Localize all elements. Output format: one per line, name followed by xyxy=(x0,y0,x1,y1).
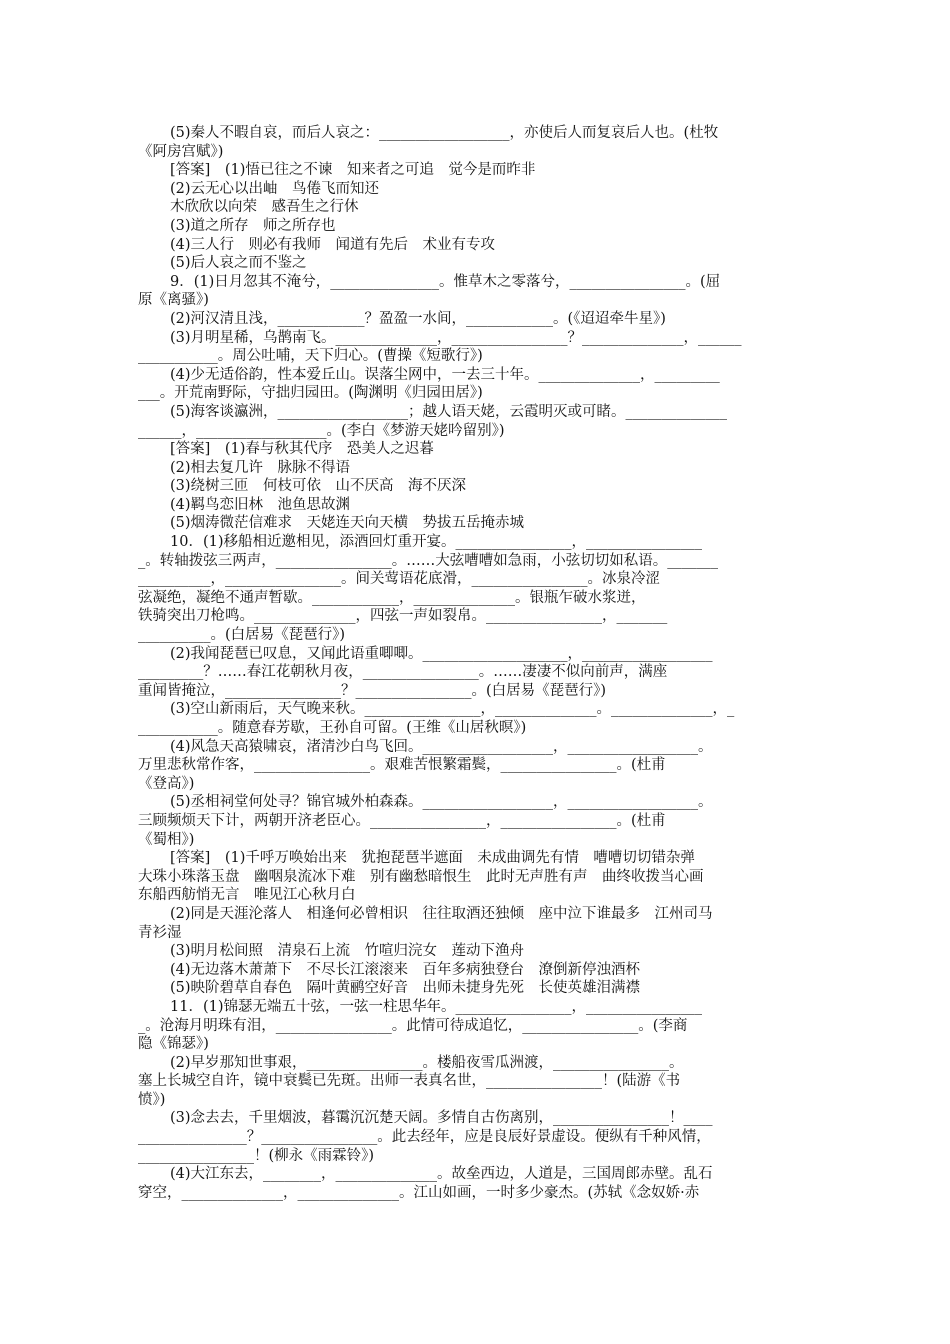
text-line: 青衫湿 xyxy=(138,924,182,941)
text-line: [答案] (1)千呼万唤始出来 犹抱琵琶半遮面 未成曲调先有情 嘈嘈切切错杂弹 xyxy=(170,850,695,867)
text-line: (3)月明星稀，乌鹊南飞。______________，________________？______________，______ xyxy=(170,329,742,346)
text-line: __________。(白居易《琵琶行》) xyxy=(138,627,346,644)
text-line: (3)道之所存 师之所存也 xyxy=(170,217,336,234)
text-line: 塞上长城空自许，镜中衰鬓已先斑。出师一表真名世，________________！(陆游《书 xyxy=(138,1073,681,1090)
text-line: (4)无边落木萧萧下 不尽长江滚滚来 百年多病独登台 潦倒新停浊酒杯 xyxy=(170,961,641,978)
text-line: (5)丞相祠堂何处寻？锦官城外柏森森。__________________，__________________。 xyxy=(170,794,713,811)
document-page xyxy=(138,124,814,1202)
text-line: _。转轴拨弦三两声，________________。……大弦嘈嘈如急雨，小弦切切如私语。_______ xyxy=(138,552,718,569)
text-line: 愤》) xyxy=(138,1091,166,1108)
text-line: (3)明月松间照 清泉石上流 竹喧归浣女 莲动下渔舟 xyxy=(170,943,525,960)
text-line: 9．(1)日月忽其不淹兮，_______________。惟草木之零落兮，________________。(屈 xyxy=(170,273,721,290)
text-line: 11．(1)锦瑟无端五十弦，一弦一柱思华年。________________，________________ xyxy=(170,998,702,1015)
text-line: (2)河汉清且浅，____________？盈盈一水间，____________。(《迢迢牵牛星》) xyxy=(170,310,666,327)
text-line: 原《离骚》) xyxy=(138,292,209,309)
text-line: ________________！(柳永《雨霖铃》) xyxy=(138,1147,375,1164)
text-line: 东船西舫悄无言 唯见江心秋月白 xyxy=(138,887,356,904)
text-line: __________，________________。间关莺语花底滑，________________。冰泉冷涩 xyxy=(138,571,660,588)
text-line: 三顾频烦天下计，两朝开济老臣心。________________，________________。(杜甫 xyxy=(138,812,666,829)
text-line: 重闻皆掩泣，________________？________________。(白居易《琵琶行》) xyxy=(138,682,607,699)
text-line: ___________。随意春芳歇，王孙自可留。(王维《山居秋暝》) xyxy=(138,720,527,736)
text-line: ______，__________________。(李白《梦游天姥吟留别》) xyxy=(138,422,505,439)
text-line: _。沧海月明珠有泪，________________。此情可待成追忆，________________。(李商 xyxy=(138,1017,688,1034)
text-line: (5)烟涛微茫信难求 天姥连天向天横 势拔五岳掩赤城 xyxy=(170,515,525,532)
text-line: (4)风急天高猿啸哀，渚清沙白鸟飞回。__________________，__________________。 xyxy=(170,738,713,755)
text-line: (2)我闻琵琶已叹息，又闻此语重唧唧。____________________，__________________ xyxy=(170,645,713,662)
text-line: _______________？________________。此去经年，应是良辰好景虚设。便纵有千种风情， xyxy=(138,1129,711,1146)
text-line: (3)念去去，千里烟波，暮霭沉沉楚天阔。多情自古伤离别，________________！____ xyxy=(170,1110,713,1127)
text-line: [答案] (1)春与秋其代序 恐美人之迟暮 xyxy=(170,441,434,458)
text-line: (4)大江东去，________，______________。故垒西边，人道是，三国周郎赤壁。乱石 xyxy=(170,1166,713,1183)
text-line: 大珠小珠落玉盘 幽咽泉流冰下难 别有幽愁暗恨生 此时无声胜有声 曲终收拨当心画 xyxy=(138,868,704,885)
text-line: [答案] (1)悟已往之不谏 知来者之可追 觉今是而昨非 xyxy=(170,162,536,179)
text-line: (3)绕树三匝 何枝可依 山不厌高 海不厌深 xyxy=(170,478,467,495)
text-line: ___________。周公吐哺，天下归心。(曹操《短歌行》) xyxy=(138,348,483,365)
text-line: 木欣欣以向荣 感吾生之行休 xyxy=(170,199,359,216)
text-line: 隐《锦瑟》) xyxy=(138,1036,209,1053)
text-line: (5)后人哀之而不鉴之 xyxy=(170,255,307,272)
text-line: (4)三人行 则必有我师 闻道有先后 术业有专攻 xyxy=(170,236,496,253)
text-line: (2)早岁那知世事艰，________________。楼船夜雪瓜洲渡，________________。 xyxy=(170,1054,684,1071)
text-line: (5)秦人不暇自哀，而后人哀之：__________________，亦使后人而复哀后人也。(杜牧 xyxy=(170,125,719,141)
text-line: 弦凝绝，凝绝不通声暂歇。____________，______________。银瓶乍破水浆迸， xyxy=(138,589,646,606)
text-line: 《登高》) xyxy=(138,775,195,792)
text-line: (2)同是天涯沦落人 相逢何必曾相识 往往取酒还独倾 座中泣下谁最多 江州司马 xyxy=(170,905,713,922)
text-line: (3)空山新雨后，天气晚来秋。________________，______________。______________，_ xyxy=(170,701,735,718)
text-line: (4)羁鸟恋旧林 池鱼思故渊 xyxy=(170,496,351,513)
text-line: 铁骑突出刀枪鸣。______________，四弦一声如裂帛。________________，_______ xyxy=(138,608,668,625)
text-line: 万里悲秋常作客，________________。艰难苦恨繁霜鬓，________________。(杜甫 xyxy=(138,757,666,774)
text-line: ___。开荒南野际，守拙归园田。(陶渊明《归园田居》) xyxy=(138,385,483,402)
text-line: 《阿房宫赋》) xyxy=(138,143,224,160)
text-line: (2)相去复几许 脉脉不得语 xyxy=(170,459,351,476)
text-line: (5)海客谈瀛洲，__________________；越人语天姥，云霞明灭或可睹。______________ xyxy=(170,403,728,420)
text-line: 10．(1)移船相近邀相见，添酒回灯重开宴。________________，________________ xyxy=(170,534,702,551)
text-line: (5)映阶碧草自春色 隔叶黄鹂空好音 出师未捷身先死 长使英雄泪满襟 xyxy=(170,980,641,997)
text-line: (4)少无适俗韵，性本爱丘山。误落尘网中，一去三十年。______________，_________ xyxy=(170,366,720,383)
text-line: 穿空，______________，______________。江山如画，一时多少豪杰。(苏轼《念奴娇·赤 xyxy=(138,1184,700,1201)
text-line: _________？……春江花朝秋月夜，________________。……凄凄不似向前声，满座 xyxy=(138,664,668,681)
text-line: 《蜀相》) xyxy=(138,831,195,848)
text-line: (2)云无心以出岫 鸟倦飞而知还 xyxy=(170,180,380,197)
